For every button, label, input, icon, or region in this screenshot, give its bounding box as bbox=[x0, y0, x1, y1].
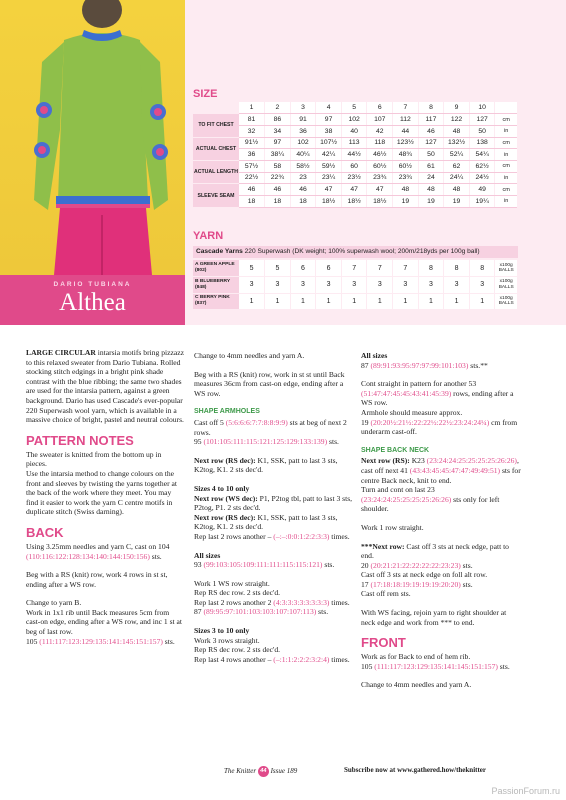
size-value: 62 bbox=[444, 160, 470, 172]
size-value: 38¼ bbox=[265, 149, 291, 161]
yarn-ball-count: 5 bbox=[265, 260, 291, 277]
c2-all1-end: sts. bbox=[322, 560, 335, 570]
size-unit: cm bbox=[495, 114, 517, 126]
size-row-label: TO FIT CHEST bbox=[193, 114, 239, 137]
yarn-ball-count: 1 bbox=[367, 293, 393, 310]
yarn-ball-count: 1 bbox=[316, 293, 342, 310]
c2-w3 bbox=[194, 598, 354, 608]
size-row-label: SLEEVE SEAM bbox=[193, 184, 239, 207]
size-value: 113 bbox=[341, 137, 367, 149]
size-unit: in bbox=[495, 125, 517, 137]
size-value: 47 bbox=[341, 184, 367, 196]
c2-w3-text: Rep last 2 rows another 2 bbox=[194, 597, 274, 607]
size-value: 50 bbox=[418, 149, 444, 161]
size-value: 24½ bbox=[469, 172, 495, 184]
size-value: 91½ bbox=[239, 137, 265, 149]
size-value: 46½ bbox=[367, 149, 393, 161]
size-value: 117 bbox=[418, 114, 444, 126]
c3-n7-end: sts. bbox=[460, 579, 473, 589]
size-value: 52¼ bbox=[444, 149, 470, 161]
c3-n4 bbox=[361, 542, 521, 561]
yarn-ball-count: 7 bbox=[367, 260, 393, 277]
size-value: 36 bbox=[290, 125, 316, 137]
size-row bbox=[193, 149, 517, 161]
yarn-ball-count: 3 bbox=[393, 277, 419, 294]
yarn-desc-text: 220 Superwash (DK weight; 100% superwash wool; 200m/218yds per 100g ball) bbox=[242, 248, 480, 255]
size-header-row bbox=[193, 102, 517, 114]
size-value: 24 bbox=[418, 172, 444, 184]
size-unit: in bbox=[495, 196, 517, 208]
c3-a1-end: sts.** bbox=[468, 360, 488, 370]
c2-dec-label: Next row (RS dec): bbox=[194, 455, 256, 465]
intro-paragraph bbox=[26, 348, 184, 425]
c3-n6: Cast off 3 sts at neck edge on foll alt row. bbox=[361, 570, 488, 580]
c2-all1-sizes: (99:103:105:109:111:111:115:115:121) bbox=[203, 560, 323, 570]
c3-n1-end: sts for centre Back neck, knit to end. bbox=[361, 465, 521, 485]
yarn-table bbox=[193, 260, 517, 310]
c3-a2 bbox=[361, 379, 521, 408]
size-value: 19 bbox=[444, 196, 470, 208]
yarn-description bbox=[193, 246, 518, 258]
size-number: 4 bbox=[316, 102, 342, 114]
size-value: 32 bbox=[239, 125, 265, 137]
size-value: 58 bbox=[265, 160, 291, 172]
size-value: 49 bbox=[469, 184, 495, 196]
size-value: 23¾ bbox=[393, 172, 419, 184]
yarn-ball-count: 3 bbox=[239, 277, 265, 294]
size-value: 123½ bbox=[393, 137, 419, 149]
back-p1-text: Using 3.25mm needles and yarn C, cast on 104 bbox=[26, 541, 170, 551]
column-3 bbox=[361, 351, 521, 699]
magazine-name: The Knitter bbox=[224, 767, 257, 776]
back-p3: Change to yarn B. bbox=[26, 598, 82, 608]
c3-a2-sizes: (51:47:47:45:45:43:41:45:39) bbox=[361, 388, 452, 398]
c2-x2: Rep RS dec row. 2 sts dec'd. bbox=[194, 645, 281, 655]
yarn-ball-count: 8 bbox=[469, 260, 495, 277]
c2-rep1-text: Rep last 2 rows another – bbox=[194, 531, 274, 541]
yarn-ball-count: 3 bbox=[444, 277, 470, 294]
c3-n5 bbox=[361, 561, 521, 571]
c2-w3-sizes: (4:3:3:3:3:3:3:3:3) bbox=[273, 597, 330, 607]
c2-p1: Change to 4mm needles and yarn A. bbox=[194, 351, 305, 360]
c3-n3: Work 1 row straight. bbox=[361, 522, 424, 532]
size-value: 48 bbox=[393, 184, 419, 196]
c2-x3-text: Rep last 4 rows another – bbox=[194, 654, 274, 664]
size-value: 18½ bbox=[367, 196, 393, 208]
yarn-row-label: C BERRY PINK (837) bbox=[193, 293, 239, 310]
c2-rs2 bbox=[194, 513, 354, 532]
c2-a1-end: sts at beg of next 2 rows. bbox=[194, 417, 347, 437]
back-p5-sizes: (111:117:123:129:135:141:145:151:157) bbox=[39, 636, 163, 646]
size-value: 48 bbox=[444, 125, 470, 137]
size-value: 97 bbox=[316, 114, 342, 126]
size-value: 22½ bbox=[239, 172, 265, 184]
size-value: 57½ bbox=[239, 160, 265, 172]
yarn-row bbox=[193, 293, 517, 310]
c2-rs2-label: Next row (RS dec): bbox=[194, 512, 256, 522]
back-p4: Work in 1x1 rib until Back measures 5cm from cast-on edge, ending after a WS row, and inc 1 st at beg of last row. bbox=[26, 607, 183, 637]
intro-text: intarsia motifs bring pizzazz to this relaxed sweater from Dario Tubiana. Rolled stocking stitch edgings in a bright pink shade contrast with the blue ribbing; the same two shades are used for the intarsia pattern, against a green background. Dario has used Cascade's ever-popular 220 Superwash wool yarn, which is available in a massive choice of bright, pastel and neutral colours. bbox=[26, 348, 184, 425]
yarn-unit: x100g BALLS bbox=[495, 293, 517, 310]
c2-w1: Work 1 WS row straight. bbox=[194, 578, 270, 588]
c2-all1 bbox=[194, 560, 354, 570]
size-value: 46 bbox=[239, 184, 265, 196]
c2-all-label: All sizes bbox=[194, 550, 221, 560]
yarn-unit: x100g BALLS bbox=[495, 277, 517, 294]
size-value: 48 bbox=[444, 184, 470, 196]
yarn-row bbox=[193, 260, 517, 277]
c3-a1 bbox=[361, 361, 521, 371]
c3-a1-sizes: (89:91:93:95:97:97:99:101:103) bbox=[370, 360, 469, 370]
c3-n2-end: sts only for left shoulder. bbox=[361, 494, 500, 514]
size-value: 107½ bbox=[316, 137, 342, 149]
size-row bbox=[193, 137, 517, 149]
c2-sizes-4-10 bbox=[194, 484, 354, 494]
c2-dec-text: K1, SSK, patt to last 3 sts, K2tog, K1. 2 sts dec'd. bbox=[194, 455, 338, 475]
size-unit-blank bbox=[495, 102, 517, 114]
size-value: 46 bbox=[290, 184, 316, 196]
size-value: 47 bbox=[316, 184, 342, 196]
size-value: 127 bbox=[469, 114, 495, 126]
c3-n1-mid: , cast off next 41 bbox=[361, 456, 519, 475]
c2-a2 bbox=[194, 437, 354, 447]
size-value: 23¾ bbox=[367, 172, 393, 184]
back-p1 bbox=[26, 542, 184, 561]
c3-f2-sizes: (111:117:123:129:135:141:145:151:157) bbox=[374, 661, 498, 671]
size-row bbox=[193, 172, 517, 184]
yarn-ball-count: 1 bbox=[239, 293, 265, 310]
size-unit: cm bbox=[495, 137, 517, 149]
c3-all-sizes bbox=[361, 351, 521, 361]
size-value: 44 bbox=[393, 125, 419, 137]
yarn-ball-count: 7 bbox=[341, 260, 367, 277]
front-heading: FRONT bbox=[361, 635, 406, 651]
c3-n8: Cast off rem sts. bbox=[361, 589, 411, 599]
c2-a1-sizes: (5:6:6:6:7:7:8:8:9:9) bbox=[225, 417, 288, 427]
c3-n4-label: ***Next row: bbox=[361, 541, 405, 551]
yarn-ball-count: 7 bbox=[393, 260, 419, 277]
shape-back-neck-heading: SHAPE BACK NECK bbox=[361, 446, 430, 454]
size-value: 47 bbox=[367, 184, 393, 196]
pattern-notes-heading: PATTERN NOTES bbox=[26, 432, 134, 448]
size-number: 3 bbox=[290, 102, 316, 114]
c3-n1-text: K23 bbox=[409, 456, 427, 466]
yarn-ball-count: 8 bbox=[444, 260, 470, 277]
size-unit: in bbox=[495, 149, 517, 161]
c2-rep1-end: times. bbox=[329, 531, 350, 541]
size-value: 19¼ bbox=[469, 196, 495, 208]
size-value: 23 bbox=[290, 172, 316, 184]
size-value: 48 bbox=[418, 184, 444, 196]
size-value: 112 bbox=[393, 114, 419, 126]
c2-x1: Work 3 rows straight. bbox=[194, 635, 260, 645]
size-number: 2 bbox=[265, 102, 291, 114]
size-value: 91 bbox=[290, 114, 316, 126]
watermark: PassionForum.ru bbox=[491, 786, 560, 796]
c2-w4-text: 87 bbox=[194, 607, 204, 617]
size-value: 44½ bbox=[341, 149, 367, 161]
c2-x3 bbox=[194, 655, 354, 665]
c2-rep1 bbox=[194, 532, 354, 542]
c2-w3-end: times. bbox=[329, 597, 350, 607]
yarn-ball-count: 3 bbox=[265, 277, 291, 294]
size-value: 23½ bbox=[341, 172, 367, 184]
pattern-title: Althea bbox=[59, 289, 126, 316]
yarn-ball-count: 1 bbox=[341, 293, 367, 310]
c3-a4-sizes: (20:20½:21½:22:22½:22½:23:24:24¼) bbox=[370, 417, 490, 427]
back-p1-sizes: (110:116:122:128:134:140:144:150:156) bbox=[26, 551, 150, 561]
c2-a1 bbox=[194, 418, 354, 437]
c2-a1-text: Cast off 5 bbox=[194, 417, 226, 427]
size-value: 18 bbox=[239, 196, 265, 208]
model-illustration bbox=[30, 0, 170, 275]
size-row-label: ACTUAL CHEST bbox=[193, 137, 239, 160]
size-value: 48¾ bbox=[393, 149, 419, 161]
c3-a2-text: Cont straight in pattern for another 53 bbox=[361, 379, 477, 389]
c2-w2: Rep RS dec row. 2 sts dec'd. bbox=[194, 588, 281, 598]
yarn-ball-count: 3 bbox=[469, 277, 495, 294]
size-value: 81 bbox=[239, 114, 265, 126]
yarn-ball-count: 3 bbox=[418, 277, 444, 294]
c3-n1-sizes: (23:24:24:25:25:25:25:26:26) bbox=[426, 456, 517, 466]
back-heading: BACK bbox=[26, 524, 64, 540]
c3-n1 bbox=[361, 456, 521, 485]
yarn-ball-count: 1 bbox=[444, 293, 470, 310]
c3-n7-sizes: (17:18:18:19:19:19:19:20:20) bbox=[370, 579, 461, 589]
title-banner bbox=[0, 275, 185, 325]
yarn-row-label: B BLUEBERRY (848) bbox=[193, 277, 239, 294]
c3-n9: With WS facing, rejoin yarn to right shoulder at neck edge and work from *** to end. bbox=[361, 608, 507, 627]
size-number: 7 bbox=[393, 102, 419, 114]
c3-n7 bbox=[361, 580, 521, 590]
page-number: 44 bbox=[258, 766, 269, 777]
size-unit: cm bbox=[495, 184, 517, 196]
yarn-brand: Cascade Yarns bbox=[196, 248, 243, 255]
size-value: 38 bbox=[316, 125, 342, 137]
c3-n4-text: Cast off 3 sts at neck edge, patt to end. bbox=[361, 541, 509, 561]
c3-n5-text: 20 bbox=[361, 560, 371, 570]
size-value: 18½ bbox=[341, 196, 367, 208]
size-value: 59½ bbox=[316, 160, 342, 172]
yarn-ball-count: 1 bbox=[393, 293, 419, 310]
yarn-ball-count: 3 bbox=[290, 277, 316, 294]
size-value: 102 bbox=[290, 137, 316, 149]
column-1 bbox=[26, 348, 184, 655]
size-value: 97 bbox=[265, 137, 291, 149]
yarn-ball-count: 6 bbox=[290, 260, 316, 277]
c3-a3: Armhole should measure approx. bbox=[361, 407, 463, 417]
c3-a4 bbox=[361, 418, 521, 437]
size-row-label: ACTUAL LENGTH bbox=[193, 160, 239, 183]
size-value: 58½ bbox=[290, 160, 316, 172]
size-value: 19 bbox=[418, 196, 444, 208]
size-row bbox=[193, 160, 517, 172]
notes-p2: Use the intarsia method to change colours on the front and sleeves by twisting the yarns together at the back of the work where they meet. You may find it easier to work the yarn C centre motifs in duplicate stitch (Swiss darning). bbox=[26, 468, 177, 517]
back-p1-end: sts. bbox=[149, 551, 162, 561]
size-number: 1 bbox=[239, 102, 265, 114]
yarn-heading: YARN bbox=[193, 230, 224, 242]
yarn-unit: x100g BALLS bbox=[495, 260, 517, 277]
size-value: 122 bbox=[444, 114, 470, 126]
c3-n1-sizes2: (43:43:45:45:47:47:49:49:51) bbox=[409, 465, 501, 475]
yarn-ball-count: 1 bbox=[418, 293, 444, 310]
size-number: 5 bbox=[341, 102, 367, 114]
size-value: 40¼ bbox=[290, 149, 316, 161]
hero-photo bbox=[0, 0, 185, 275]
back-p2: Beg with a RS (knit) row, work 4 rows in st st, ending after a WS row. bbox=[26, 570, 168, 589]
back-p5 bbox=[26, 637, 184, 647]
issue-number: Issue 189 bbox=[270, 767, 298, 776]
c3-all-label: All sizes bbox=[361, 351, 388, 360]
c2-s410-label: Sizes 4 to 10 only bbox=[194, 483, 250, 493]
size-value: 46 bbox=[265, 184, 291, 196]
yarn-ball-count: 6 bbox=[316, 260, 342, 277]
size-value: 36 bbox=[239, 149, 265, 161]
size-value: 18½ bbox=[316, 196, 342, 208]
yarn-ball-count: 5 bbox=[239, 260, 265, 277]
size-unit: in bbox=[495, 172, 517, 184]
size-value: 102 bbox=[341, 114, 367, 126]
c2-rep1-sizes: (–:–:0:0:1:2:2:3:3) bbox=[273, 531, 330, 541]
c2-rs2-text: K1, SSK, patt to last 3 sts, K2tog, K1. 2 sts dec'd. bbox=[194, 512, 338, 532]
size-value: 34 bbox=[265, 125, 291, 137]
designer-name: DARIO TUBIANA bbox=[53, 281, 132, 288]
size-corner bbox=[193, 102, 239, 114]
yarn-row bbox=[193, 277, 517, 294]
size-value: 107 bbox=[367, 114, 393, 126]
size-number: 6 bbox=[367, 102, 393, 114]
size-unit: cm bbox=[495, 160, 517, 172]
size-value: 18 bbox=[290, 196, 316, 208]
c3-a4-end: cm from underarm cast-off. bbox=[361, 417, 518, 437]
size-value: 50 bbox=[469, 125, 495, 137]
size-value: 127 bbox=[418, 137, 444, 149]
c2-sizes-3-10 bbox=[194, 626, 354, 636]
yarn-ball-count: 1 bbox=[290, 293, 316, 310]
c2-w4-sizes: (89:95:97:101:103:103:107:107:113) bbox=[203, 607, 317, 617]
subscribe-text: Subscribe now at www.gathered.how/theknitter bbox=[344, 766, 487, 774]
size-value: 61 bbox=[418, 160, 444, 172]
column-2 bbox=[194, 351, 354, 673]
size-value: 46 bbox=[418, 125, 444, 137]
yarn-ball-count: 3 bbox=[341, 277, 367, 294]
yarn-ball-count: 1 bbox=[469, 293, 495, 310]
size-value: 60½ bbox=[393, 160, 419, 172]
size-value: 19 bbox=[393, 196, 419, 208]
size-number: 10 bbox=[469, 102, 495, 114]
yarn-ball-count: 3 bbox=[316, 277, 342, 294]
c2-a2-sizes: (101:105:111:115:121:125:129:133:139) bbox=[203, 437, 328, 447]
shape-armholes-heading: SHAPE ARMHOLES bbox=[194, 408, 260, 416]
size-value: 24¼ bbox=[444, 172, 470, 184]
yarn-ball-count: 8 bbox=[418, 260, 444, 277]
size-value: 60 bbox=[341, 160, 367, 172]
size-row bbox=[193, 125, 517, 137]
c3-n7-text: 17 bbox=[361, 579, 371, 589]
c2-a2-end: sts. bbox=[327, 437, 339, 447]
c2-w4-end: sts. bbox=[316, 607, 329, 617]
size-table bbox=[193, 102, 517, 208]
size-row bbox=[193, 184, 517, 196]
c2-w4 bbox=[194, 607, 354, 617]
c2-dec bbox=[194, 456, 354, 475]
size-value: 18 bbox=[265, 196, 291, 208]
size-row bbox=[193, 196, 517, 208]
c3-a4-text: 19 bbox=[361, 417, 371, 427]
intro-lead: LARGE CIRCULAR bbox=[26, 348, 96, 357]
c3-f2 bbox=[361, 662, 521, 672]
back-p5-end: sts. bbox=[162, 636, 175, 646]
c3-n5-end: sts. bbox=[460, 560, 473, 570]
c2-all-sizes bbox=[194, 551, 354, 561]
size-value: 40 bbox=[341, 125, 367, 137]
c3-n2-sizes: (23:24:24:25:25:25:25:26:26) bbox=[361, 494, 452, 504]
c3-n2 bbox=[361, 485, 521, 514]
size-value: 132½ bbox=[444, 137, 470, 149]
yarn-row-label: A GREEN APPLE (802) bbox=[193, 260, 239, 277]
footer-magazine bbox=[224, 766, 297, 777]
c3-f2-text: 105 bbox=[361, 661, 375, 671]
size-value: 86 bbox=[265, 114, 291, 126]
c3-f3: Change to 4mm needles and yarn A. bbox=[361, 680, 472, 690]
size-value: 23¼ bbox=[316, 172, 342, 184]
c2-s310-label: Sizes 3 to 10 only bbox=[194, 626, 250, 636]
yarn-ball-count: 1 bbox=[265, 293, 291, 310]
size-row bbox=[193, 114, 517, 126]
c2-x3-sizes: (–:1:1:2:2:2:3:2:4) bbox=[273, 654, 330, 664]
size-value: 42¼ bbox=[316, 149, 342, 161]
back-p5-text: 105 bbox=[26, 636, 40, 646]
yarn-ball-count: 3 bbox=[367, 277, 393, 294]
c2-ws bbox=[194, 494, 354, 513]
c2-all1-text: 93 bbox=[194, 560, 204, 570]
c2-ws-text: P1, P2tog tbl, patt to last 3 sts, P2tog, P1. 2 sts dec'd. bbox=[194, 493, 353, 513]
c2-ws-label: Next row (WS dec): bbox=[194, 493, 258, 503]
c2-a2-text: 95 bbox=[194, 437, 204, 447]
c2-p2: Beg with a RS (knit) row, work in st st until Back measures 36cm from cast-on edge, ending after a WS row. bbox=[194, 369, 345, 398]
notes-p1: The sweater is knitted from the bottom up in pieces. bbox=[26, 449, 162, 469]
size-value: 138 bbox=[469, 137, 495, 149]
size-value: 54¼ bbox=[469, 149, 495, 161]
size-number: 8 bbox=[418, 102, 444, 114]
c3-f2-end: sts. bbox=[497, 661, 510, 671]
c3-n2-text: Turn and cont on last 23 bbox=[361, 485, 435, 495]
size-number: 9 bbox=[444, 102, 470, 114]
c3-n-label: Next row (RS): bbox=[361, 456, 410, 466]
size-value: 118 bbox=[367, 137, 393, 149]
size-heading: SIZE bbox=[193, 88, 218, 100]
c3-n5-sizes: (20:21:21:22:22:22:22:23:23) bbox=[370, 560, 461, 570]
c2-x3-end: times. bbox=[329, 654, 350, 664]
c3-a1-text: 87 bbox=[361, 360, 371, 370]
size-value: 60½ bbox=[367, 160, 393, 172]
size-value: 62½ bbox=[469, 160, 495, 172]
size-value: 22¾ bbox=[265, 172, 291, 184]
c3-f1: Work as for Back to end of hem rib. bbox=[361, 652, 471, 662]
c3-a2-end: rows, ending after a WS row. bbox=[361, 388, 514, 408]
size-value: 42 bbox=[367, 125, 393, 137]
